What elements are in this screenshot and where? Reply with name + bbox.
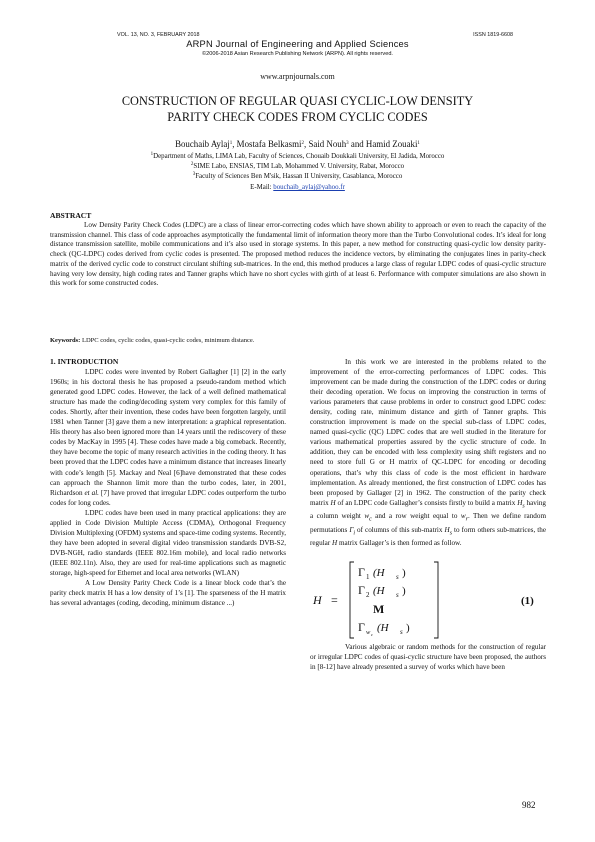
eq-lhs: H [313,593,322,608]
right-column [310,357,546,672]
right-paragraph-1 [310,357,546,548]
intro-heading: 1. INTRODUCTION [50,357,119,366]
rp1-gamma-sub: i [353,530,356,537]
email-label: E-Mail: [250,184,274,191]
eq-row2-arg: (H [373,585,385,598]
journal-website: www.arpnjournals.com [260,72,335,81]
eq-row2-argsub: s [396,591,399,600]
rp1-a: In this work we are interested in the problems related to the improvement of the error-correcting performances of LDPC codes. This improvement can be made during the construction of the LDPC codes or during their decoding operation. We focus on improving the construction in terms of various parameters that cause problems in order to construct good LDPC codes: density, coding rate, minimum distance and girth of Tanner graphs. This construction improvement is made on the special sub-class of LDPC codes, named quasi-cyclic (QC) LDPC codes that are well studied in the literature for various mathematical properties assured by the cyclic structure of code. In addition, they can be encoded with less complexity using shift registers and no need to store full G or H matrix of QC-LDPC for encoding or decoding operations, that’s why this class of code is the most efficient in hardware implementation. As already mentioned, the first construction of LDPC codes has been proposed by Gallager [2] in 1962. The construction of the parity check matrix [310,358,546,507]
intro-p1-em: et al. [84,488,99,497]
affiliation-3 [0,173,595,180]
rp1-b: of an LDPC code Gallagher’s consists firstly to build a matrix [335,498,518,507]
right-paragraph-2: Various algebraic or random methods for the construction of regular or irregular LDPC codes of quasi-cyclic structure have been proposed, the authors in [8-12] have already presented a survey of works which have been [310,643,546,672]
volume-info: VOL. 13, NO. 3, FEBRUARY 2018 [117,32,200,38]
rp1-H2: H [332,539,338,548]
author-list [0,139,595,149]
eq-row1-arg: (H [373,567,385,580]
author-1-sup: 1 [229,141,233,146]
rp1-s: s [522,503,525,510]
rp1-s2: s [449,530,452,537]
eq-row2-sub: 2 [366,591,370,600]
eq-left-bracket [350,562,354,638]
rp1-Hs: H [517,498,523,507]
eq-number: (1) [521,595,534,608]
affiliation-2-text: SIME Labo, ENSIAS, TIM Lab, Mohammed V. University, Rabat, Morocco [193,163,405,170]
author-2: , Mostafa Belkasmi [232,139,302,149]
rp1-wc: w [364,512,370,521]
intro-paragraph-1 [50,367,286,508]
title-line-1: CONSTRUCTION OF REGULAR QUASI CYCLIC-LOW DENSITY [121,94,474,108]
eq-row4-argsub: s [400,628,403,637]
rp1-c: having a column weight [310,498,546,521]
eq-row4-arg: (H [377,622,389,635]
journal-name: ARPN Journal of Engineering and Applied Sciences [186,39,409,49]
affiliation-1-text: Department of Maths, LIMA Lab, Faculty of Sciences, Chouaib Doukkali University, El Jadida, Morocco [153,153,445,160]
eq-right-bracket [434,562,438,638]
left-column [50,357,286,608]
rp1-d: and a row weight equal to [371,512,461,521]
eq-row2-gamma: Γ [358,583,365,598]
rp1-wr-sub: r [465,516,468,523]
keywords-text: LDPC codes, cyclic codes, quasi-cyclic codes, minimum distance. [80,337,255,344]
rp1-h: matrix Gallager’s is then formed as follow. [337,539,462,548]
equation-1 [310,554,546,642]
eq-row3-vdots: M [373,602,385,617]
paper-title [40,94,555,125]
affiliation-2 [0,163,595,170]
eq-row4-close: ) [406,622,410,635]
rp1-H: H [330,498,336,507]
intro-paragraph-3: A Low Density Parity Check Code is a linear block code that’s the parity check matrix H has a low density of 1’s [1]. The sparseness of the H matrix has several advantages (coding, decoding, minimum distance ...) [50,579,286,608]
rp1-wr: w [460,512,466,521]
affiliation-3-sup: 3 [192,172,196,177]
author-4: and Hamid Zouaki [348,139,418,149]
author-4-sup: 1 [417,141,420,146]
rp1-gamma: Γ [349,525,354,534]
email-link[interactable]: bouchaib_aylaj@yahoo.fr [273,184,345,191]
eq-row1-argsub: s [396,573,399,582]
rp1-g: to form others sub-matrices, the regular [310,525,546,548]
eq-row4-subsub: c [371,632,373,638]
intro-p1-text: LDPC codes were invented by Robert Gallagher [1] [2] in the early 1960s; in his doctoral thesis he has proposed a pseudo-random method which generated good LDPC codes. However, the lack of a well defined mathematical structure has made the coding/decoding system very complex for this family of codes. Shortly, after their invention, these codes have been forgotten largely, until 1981 when Tanner [3] gave them a new interpretation: a graphical representation. His theory has also been ignored more than 14 years until the rediscovery of these codes by MacKay in 1995 [4]. These codes have made a big comeback. Recently, they have become the topic of many research activities in the coding theory. It has been proved that the LDPC codes have a minimum distance that increases linearly with code’s length [5]. Mackay and Neal [6]have demonstrated that these codes can approach the Shannon limit more than the turbo codes, later, in 2001, Richardson [50,368,286,497]
title-line-2: PARITY CHECK CODES FROM CYCLIC CODES [167,109,428,124]
author-2-sup: 2 [301,141,304,146]
eq-row2-close: ) [402,585,406,598]
eq-row1-gamma: Γ [358,565,365,580]
email-line [0,184,595,191]
author-1: Bouchaib Aylaj [175,139,230,149]
rp1-e: . Then we define random permutations [310,512,546,534]
eq-row1-close: ) [402,567,406,580]
author-3: , Said Nouh [304,139,347,149]
abstract-heading: ABSTRACT [50,211,92,220]
eq-row4-gamma: Γ [358,620,365,635]
eq-equals: = [331,593,338,608]
eq-row4-sub: w [366,629,371,637]
rp1-wc-sub: c [369,516,372,523]
affiliation-2-sup: 2 [190,162,194,167]
affiliation-1-sup: 1 [150,152,154,157]
issn: ISSN 1819-6608 [473,32,513,38]
rp1-f: of columns of this sub-matrix [355,525,445,534]
intro-p1-end: [7] have proved that irregular LDPC codes outperform the turbo codes for long codes. [50,488,286,507]
affiliation-1 [0,153,595,160]
affiliation-3-text: Faculty of Sciences Ben M'sik, Hassan II University, Casablanca, Morocco [195,173,403,180]
author-3-sup: 3 [346,141,349,146]
eq-row1-sub: 1 [366,573,370,582]
rp1-Hs2: H [444,525,450,534]
keywords-line [50,337,254,344]
equation-1-svg [310,554,546,642]
copyright-line: ©2006-2018 Asian Research Publishing Network (ARPN). All rights reserved. [202,51,393,57]
intro-paragraph-2: LDPC codes have been used in many practical applications: they are applied in Code Division Multiple Access (CDMA), Orthogonal Frequency Division Multiplexing (OFDM) systems and space-time coding systems. Recently, they have been adopted in several digital video transmission standards DVB-S2, DVB-NGH, radio standards (IEEE 802.16m mobile), and local radio networks (IEEE 802.11n). Also, they are used for real-time applications such as magnetic storage, high-speed for Ethernet and local area networks (WLAN) [50,508,286,577]
abstract-text: Low Density Parity Check Codes (LDPC) are a class of linear error-correcting codes which have shown ability to approach or even to reach the capacity of the transmission channel. This class of code approaches asymptotically the fundamental limit of information theory more than the Turbo Convolutional codes. It’s ideal for long distance transmission satellite, mobile communications and it’s also used in storage systems. In this paper, a new method for constructing quasi-cyclic low density parity-check (QC-LDPC) codes derived from cyclic codes is presented. The proposed method reduces the incidence vectors, by eliminating the conjugates lines in parity-check matrix of the derived cyclic code to construct circulant shifting sub-matrices. In the end, this method produces a large class of regular LDPC codes of quasi-cyclic structure having very low density, high coding rates and Tanner graphs which have no short cycles with girth of at least 6. Performance with computer simulations are also shown in this work for some constructed codes. [50,221,546,288]
page-number: 982 [522,800,536,810]
keywords-label: Keywords: [50,337,81,344]
